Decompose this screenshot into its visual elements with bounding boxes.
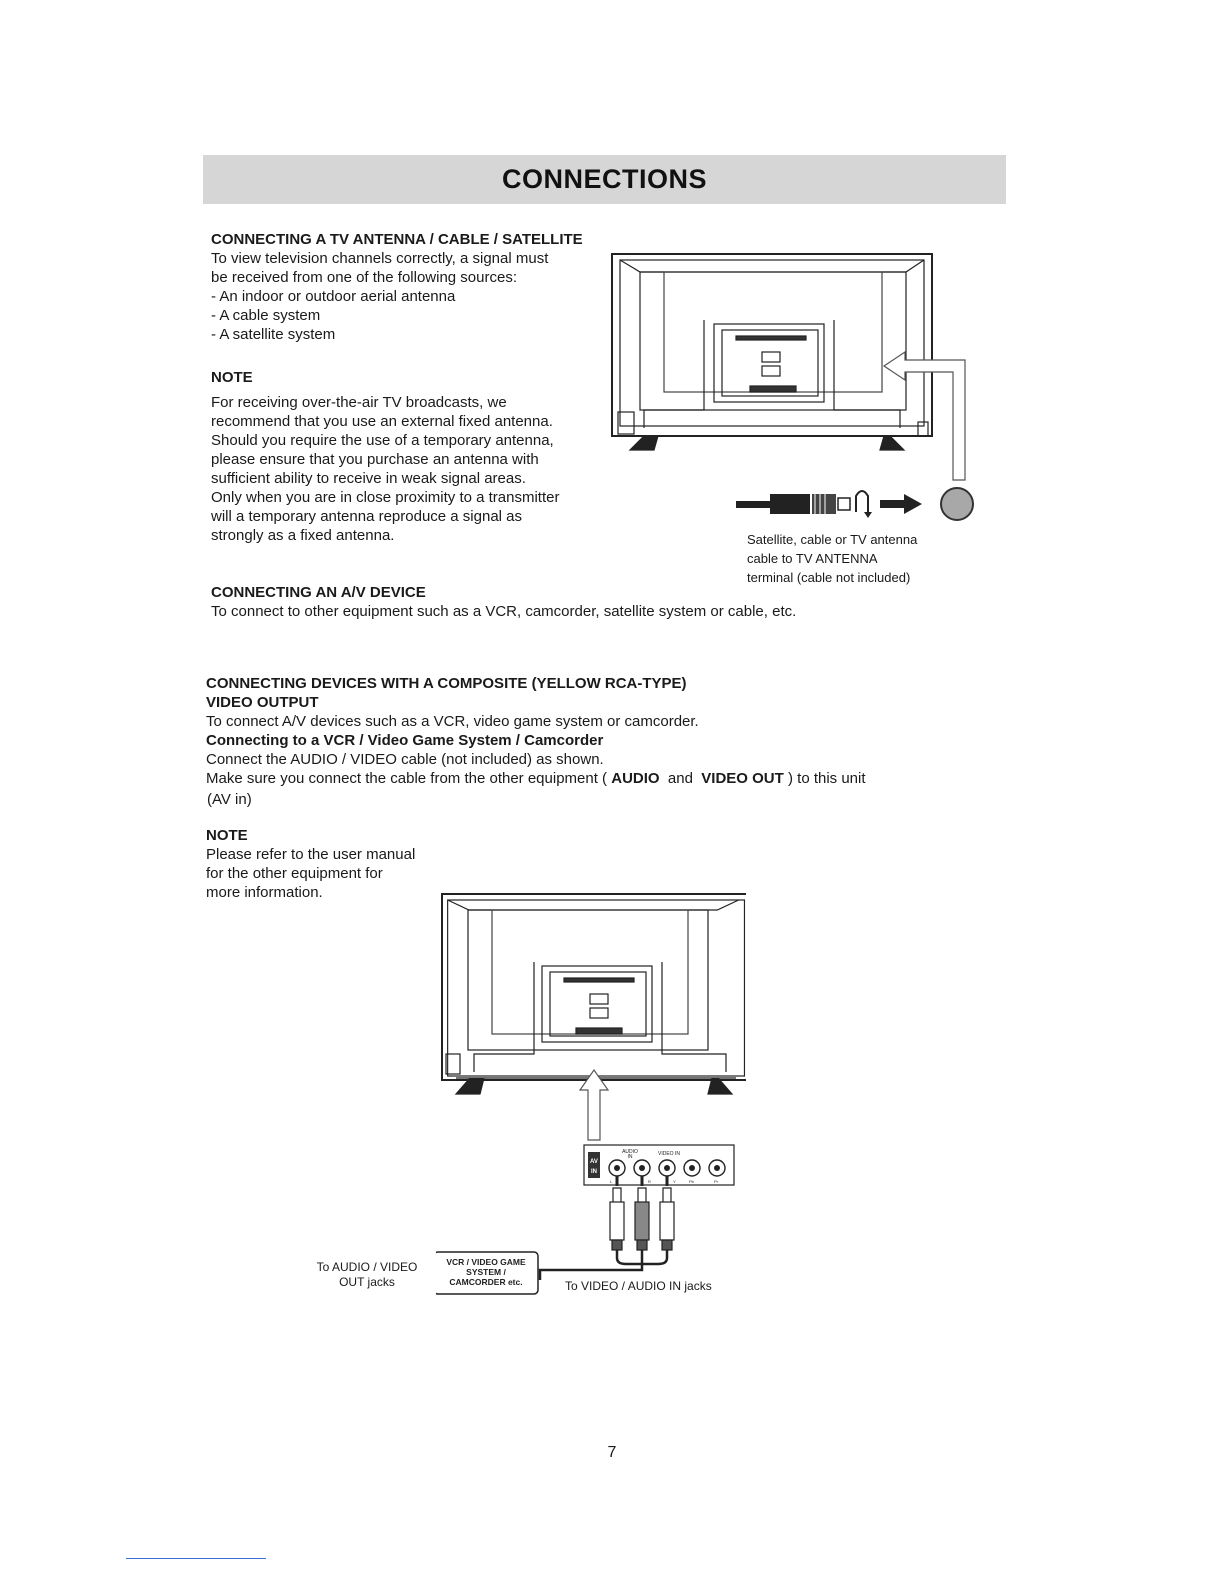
av-label-1: AV (590, 1159, 598, 1165)
jack-label-pb: Pb (689, 1179, 694, 1184)
intro-line: - An indoor or outdoor aerial antenna (211, 288, 456, 305)
antenna-caption (747, 530, 917, 587)
note-line: Should you require the use of a temporary antenna, (211, 432, 554, 449)
caption-line: terminal (cable not included) (747, 570, 911, 585)
audio-in-label: IN (627, 1154, 633, 1160)
composite-text3 (206, 769, 866, 788)
note-line: will a temporary antenna reproduce a signal as (211, 508, 523, 525)
jack-label-pr: Pr (714, 1179, 718, 1184)
av-device-text: To connect to other equipment such as a VCR, camcorder, satellite system or cable, etc. (211, 603, 797, 620)
note-line: Only when you are in close proximity to a transmitter (211, 489, 560, 506)
footer-divider (126, 1558, 266, 1559)
jack-label-y: Y (673, 1179, 676, 1184)
tv-back-av-diagram (436, 890, 746, 1300)
audio-label: AUDIO (622, 1149, 638, 1155)
section-title-banner (203, 155, 1006, 204)
av-input-panel (584, 1145, 734, 1185)
note-line: strongly as a fixed antenna. (211, 527, 395, 544)
tv-back-antenna-diagram (600, 250, 990, 530)
caption-line: Satellite, cable or TV antenna (747, 532, 918, 547)
text3-audio: AUDIO (611, 770, 660, 787)
right-av-caption: To VIDEO / AUDIO IN jacks (565, 1279, 712, 1293)
note-line: For receiving over-the-air TV broadcasts, we (211, 394, 507, 411)
antenna-intro (211, 249, 548, 344)
text3-video: VIDEO OUT (701, 770, 784, 787)
caption-line: To AUDIO / VIDEO (316, 1260, 418, 1274)
intro-line: - A cable system (211, 307, 321, 324)
text3-before: Make sure you connect the cable from the other equipment ( (206, 770, 608, 787)
device-box-line1: VCR / VIDEO GAME (446, 1257, 526, 1267)
intro-line: be received from one of the following sources: (211, 269, 517, 286)
note-line: sufficient ability to receive in weak signal areas. (211, 470, 526, 487)
composite-text2: Connect the AUDIO / VIDEO cable (not included) as shown. (206, 751, 604, 768)
device-box-line2: SYSTEM / (466, 1267, 506, 1277)
composite-note-text (206, 845, 415, 902)
left-av-caption (300, 1260, 434, 1290)
coax-cable-icon (736, 488, 973, 520)
antenna-note-text (211, 393, 559, 545)
antenna-note-heading: NOTE (211, 369, 253, 386)
device-box-line3: CAMCORDER etc. (449, 1277, 523, 1287)
caption-line: OUT jacks (339, 1275, 395, 1289)
note-line: for the other equipment for (206, 865, 383, 882)
page-title: CONNECTIONS (501, 164, 707, 194)
composite-heading-line1: CONNECTING DEVICES WITH A COMPOSITE (YELLOW RCA-TYPE) (206, 675, 687, 692)
antenna-terminal-icon (941, 488, 973, 520)
tv-rear-panel-illustration (612, 254, 932, 450)
av-label-2: IN (591, 1169, 597, 1175)
text3-and: and (667, 770, 693, 787)
antenna-heading: CONNECTING A TV ANTENNA / CABLE / SATELLITE (211, 231, 583, 248)
jack-label-l: L (610, 1179, 613, 1184)
composite-note-heading: NOTE (206, 827, 248, 844)
note-line: more information. (206, 884, 323, 901)
composite-heading-line2: VIDEO OUTPUT (206, 694, 319, 711)
composite-subheading: Connecting to a VCR / Video Game System / Camcorder (206, 732, 604, 749)
intro-line: To view television channels correctly, a signal must (211, 250, 549, 267)
page-number: 7 (607, 1444, 617, 1461)
composite-text4: (AV in) (207, 791, 252, 808)
caption-line: cable to TV ANTENNA (747, 551, 878, 566)
video-in-label: VIDEO IN (658, 1151, 680, 1157)
intro-line: - A satellite system (211, 326, 336, 343)
jack-label-r: R (648, 1179, 651, 1184)
text3-after: ) to this unit (787, 770, 866, 787)
arrow-right-icon (880, 494, 922, 514)
composite-text1: To connect A/V devices such as a VCR, video game system or camcorder. (206, 713, 699, 730)
tv-rear-panel-illustration (442, 894, 746, 1094)
note-line: recommend that you use an external fixed antenna. (211, 413, 553, 430)
rca-cable-plugs-icon (540, 1176, 674, 1280)
note-line: Please refer to the user manual (206, 846, 416, 863)
note-line: please ensure that you purchase an antenna with (211, 451, 539, 468)
av-device-heading: CONNECTING AN A/V DEVICE (211, 584, 426, 601)
